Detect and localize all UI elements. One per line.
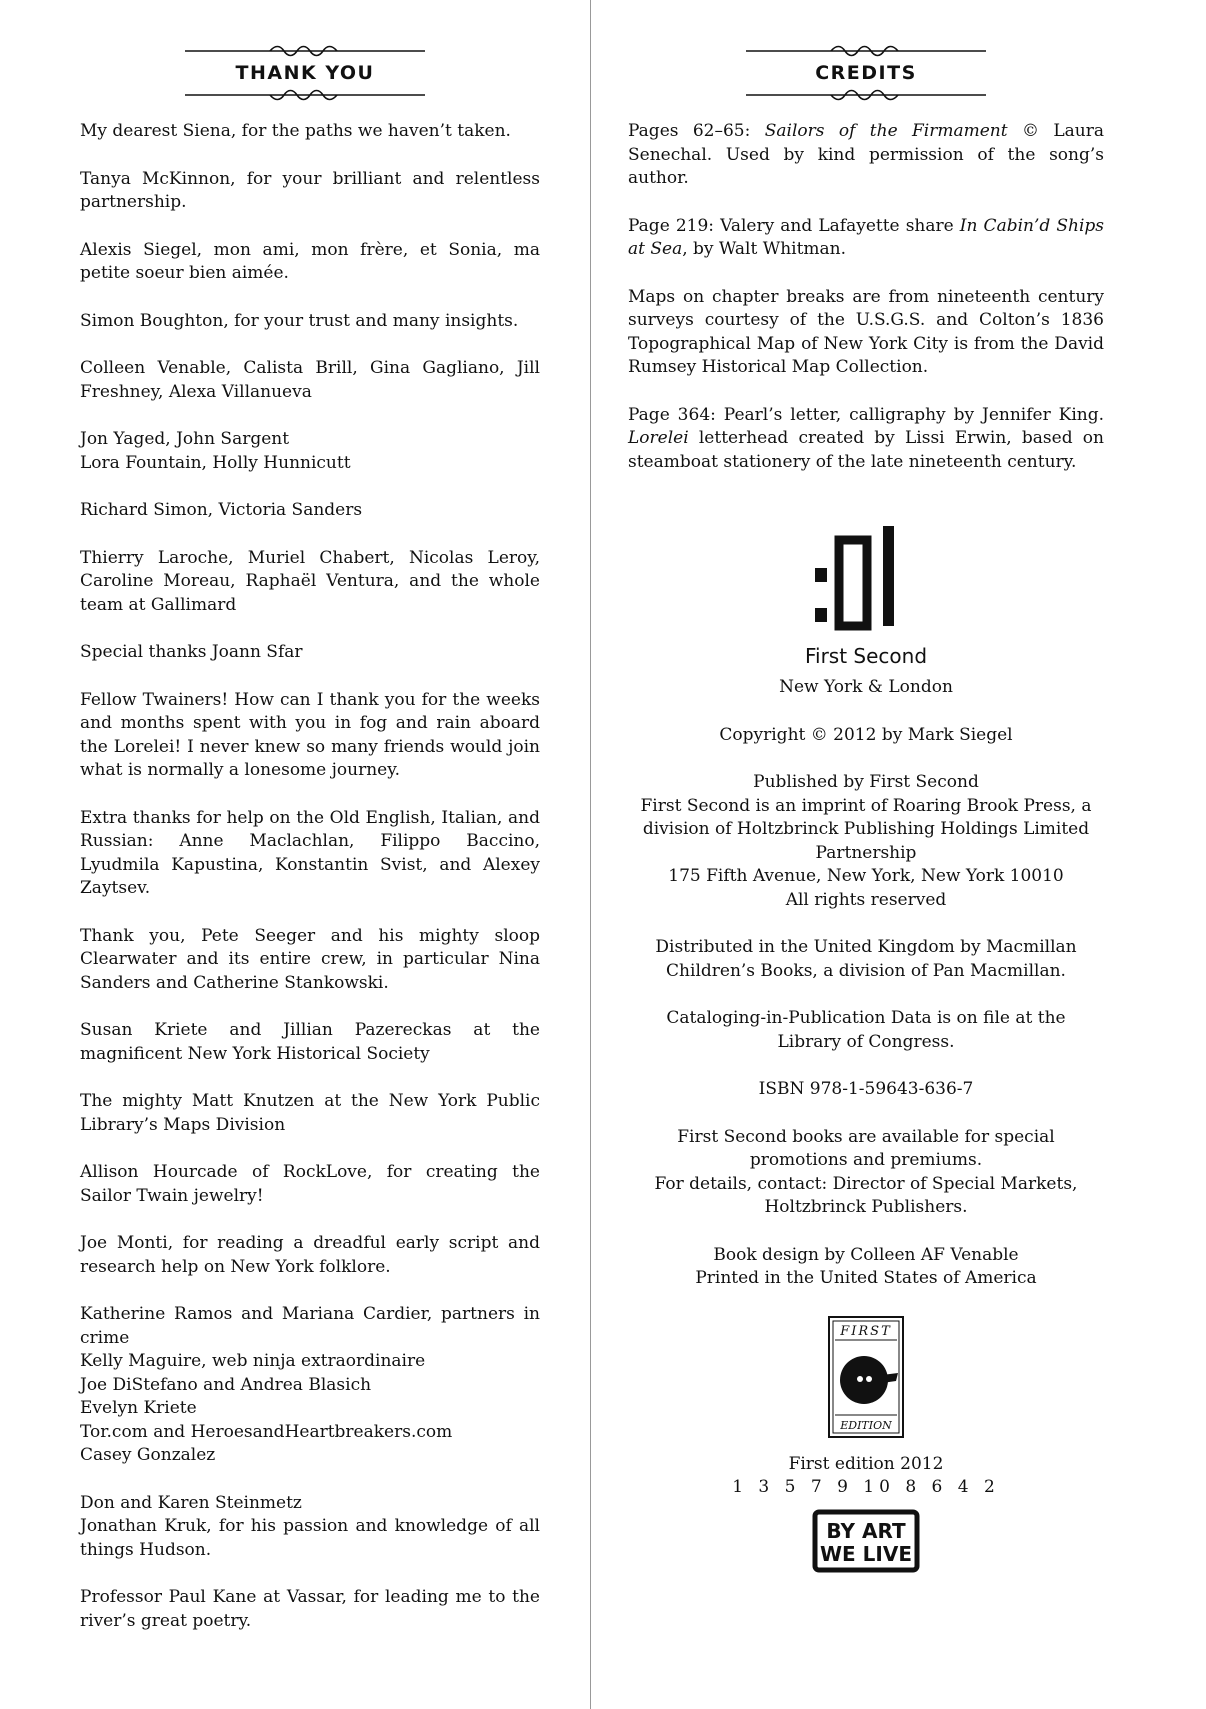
- thank-you-line: Katherine Ramos and Mariana Cardier, partners in crime: [80, 1304, 540, 1348]
- first-edition-badge: [827, 1315, 905, 1439]
- thank-you-paragraph: [80, 807, 540, 901]
- credit-text: Pages 62–65:: [628, 121, 765, 141]
- svg-text:WE LIVE: WE LIVE: [819, 1541, 913, 1566]
- thank-you-paragraph: [80, 1090, 540, 1137]
- thank-you-line: Colleen Venable, Calista Brill, Gina Gagliano, Jill Freshney, Alexa Villanueva: [80, 358, 540, 402]
- special-markets-info: [628, 1126, 1104, 1220]
- first-second-logo-mark: [811, 516, 921, 636]
- svg-text:BY ART: BY ART: [826, 1518, 906, 1543]
- thank-you-paragraph: [80, 1232, 540, 1279]
- first-second-logo: [628, 516, 1104, 668]
- thank-you-paragraph: [80, 310, 540, 334]
- credit-line: promotions and premiums.: [749, 1150, 983, 1170]
- thank-you-line: Evelyn Kriete: [80, 1398, 197, 1418]
- thank-you-line: Jon Yaged, John Sargent: [80, 429, 290, 449]
- publisher-location: New York & London: [779, 677, 953, 697]
- thank-you-column: [80, 44, 540, 1657]
- thank-you-line: Joe Monti, for reading a dreadful early script and research help on New York folklore.: [80, 1233, 540, 1277]
- thank-you-line: Tor.com and HeroesandHeartbreakers.com: [80, 1421, 453, 1442]
- thank-you-line: Kelly Maguire, web ninja extraordinaire: [80, 1351, 426, 1371]
- thank-you-line: Susan Kriete and Jillian Pazereckas at the magnificent New York Historical Society: [80, 1020, 540, 1064]
- credit-paragraph: Maps on chapter breaks are from nineteenth century surveys courtesy of the U.S.G.S. and Colton’s 1836 Topographical Map of New York City is from the David Rumsey Historical Map Collection.: [628, 286, 1104, 377]
- credit-line: Book design by Colleen AF Venable: [713, 1244, 1019, 1265]
- credit-text: Page 364: Pearl’s letter, calligraphy by Jennifer King.: [628, 404, 1104, 425]
- thank-you-paragraph: [80, 547, 540, 618]
- credit-paragraph: [628, 215, 1104, 262]
- thank-you-paragraph: [80, 1303, 540, 1468]
- thank-you-line: Fellow Twainers! How can I thank you for the weeks and months spent with you in fog and rain aboard the Lorelei! I never knew so many friends would join what is normally a lonesome journey.: [80, 689, 540, 780]
- flourish-top-icon: [746, 44, 986, 58]
- by-art-we-live-stamp: [811, 1508, 921, 1574]
- thank-you-line: Richard Simon, Victoria Sanders: [80, 500, 363, 520]
- publisher-brand: First Second: [804, 644, 928, 668]
- thank-you-line: Professor Paul Kane at Vassar, for leading me to the river’s great poetry.: [80, 1587, 540, 1631]
- thank-you-line: My dearest Siena, for the paths we haven’t taken.: [80, 121, 511, 141]
- copyright-notice: Copyright © 2012 by Mark Siegel: [719, 724, 1013, 745]
- credit-paragraph: [628, 120, 1104, 191]
- thank-you-line: Tanya McKinnon, for your brilliant and relentless partnership.: [80, 168, 540, 212]
- credit-line: Holtzbrinck Publishers.: [764, 1197, 968, 1217]
- thank-you-line: Lora Fountain, Holly Hunnicutt: [80, 452, 351, 473]
- cataloging-info: [628, 1007, 1104, 1054]
- publisher-info: [628, 771, 1104, 912]
- design-credit: [628, 1244, 1104, 1291]
- thank-you-line: Don and Karen Steinmetz: [80, 1492, 302, 1513]
- thank-you-paragraph: [80, 1586, 540, 1633]
- thank-you-paragraph: [80, 168, 540, 215]
- credit-title: In Cabin’d Ships at Sea: [628, 215, 1104, 259]
- thank-you-line: Jonathan Kruk, for his passion and knowledge of all things Hudson.: [80, 1516, 540, 1560]
- thank-you-line: Joe DiStefano and Andrea Blasich: [80, 1374, 372, 1395]
- credit-line: Printed in the United States of America: [695, 1268, 1037, 1288]
- thank-you-list: [80, 120, 540, 1633]
- credits-column: [628, 44, 1104, 1574]
- thank-you-line: Special thanks Joann Sfar: [80, 642, 303, 662]
- flourish-bottom-icon: [185, 88, 425, 102]
- thank-you-paragraph: [80, 641, 540, 665]
- credit-line: All rights reserved: [785, 889, 947, 910]
- thank-you-line: Thank you, Pete Seeger and his mighty sloop Clearwater and its entire crew, in particular Nina Sanders and Catherine Stankowski.: [80, 925, 540, 993]
- credit-line: Distributed in the United Kingdom by Macmillan: [655, 937, 1077, 957]
- credit-line: Partnership: [815, 842, 917, 863]
- credit-line: Library of Congress.: [777, 1031, 955, 1052]
- distribution-info: [628, 936, 1104, 983]
- credits-header: [628, 44, 1104, 102]
- column-divider: [590, 0, 591, 1709]
- flourish-top-icon: [185, 44, 425, 58]
- thank-you-header: [70, 44, 540, 102]
- thank-you-line: Alexis Siegel, mon ami, mon frère, et Sonia, ma petite soeur bien aimée.: [80, 239, 540, 283]
- credit-text: © Laura Senechal. Used by kind permission of the song’s author.: [628, 121, 1104, 188]
- thank-you-paragraph: [80, 239, 540, 286]
- credit-text: letterhead created by Lissi Erwin, based on steamboat stationery of the late nineteenth century.: [628, 428, 1104, 472]
- thank-you-paragraph: [80, 925, 540, 996]
- thank-you-heading: THANK YOU: [235, 62, 375, 84]
- thank-you-paragraph: [80, 499, 540, 523]
- credit-line: For details, contact: Director of Special Markets,: [654, 1173, 1078, 1194]
- thank-you-paragraph: [80, 120, 540, 144]
- thank-you-paragraph: [80, 1492, 540, 1563]
- credit-line: Cataloging-in-Publication Data is on file at the: [666, 1008, 1066, 1028]
- thank-you-paragraph: [80, 1019, 540, 1066]
- svg-text:EDITION: EDITION: [840, 1418, 892, 1432]
- credit-line: Children’s Books, a division of Pan Macmillan.: [666, 960, 1066, 981]
- thank-you-line: Simon Boughton, for your trust and many insights.: [80, 310, 519, 331]
- printing-line: 1 3 5 7 9 10 8 6 4 2: [732, 1477, 1000, 1497]
- thank-you-paragraph: [80, 1161, 540, 1208]
- credit-text: , by Walt Whitman.: [682, 239, 847, 259]
- first-edition-year: First edition 2012: [788, 1453, 944, 1474]
- svg-text:FIRST: FIRST: [840, 1323, 892, 1339]
- thank-you-line: Casey Gonzalez: [80, 1445, 216, 1465]
- credit-line: Published by First Second: [753, 772, 979, 792]
- svg-text::01: :01: [811, 516, 813, 517]
- thank-you-paragraph: [80, 689, 540, 783]
- thank-you-line: Allison Hourcade of RockLove, for creating the Sailor Twain jewelry!: [80, 1162, 540, 1206]
- credit-line: First Second is an imprint of Roaring Brook Press, a: [640, 795, 1092, 816]
- thank-you-line: Extra thanks for help on the Old English, Italian, and Russian: Anne Maclachlan, Filippo Baccino, Lyudmila Kapustina, Konstantin Svist, and Alexey Zaytsev.: [80, 807, 540, 898]
- credit-line: First Second books are available for special: [677, 1126, 1055, 1147]
- credit-title: Lorelei: [628, 428, 689, 448]
- credit-line: 175 Fifth Avenue, New York, New York 10010: [668, 866, 1064, 886]
- credit-title: Sailors of the Firmament: [764, 121, 1008, 141]
- thank-you-paragraph: [80, 428, 540, 475]
- credits-heading: CREDITS: [815, 62, 917, 84]
- credit-paragraph: [628, 404, 1104, 475]
- credit-text: Page 219: Valery and Lafayette share: [628, 215, 960, 236]
- thank-you-paragraph: [80, 357, 540, 404]
- flourish-bottom-icon: [746, 88, 986, 102]
- thank-you-line: The mighty Matt Knutzen at the New York Public Library’s Maps Division: [80, 1091, 540, 1135]
- credit-line: division of Holtzbrinck Publishing Holdings Limited: [642, 819, 1090, 839]
- isbn: ISBN 978-1-59643-636-7: [758, 1079, 974, 1099]
- thank-you-line: Thierry Laroche, Muriel Chabert, Nicolas Leroy, Caroline Moreau, Raphaël Ventura, and the whole team at Gallimard: [80, 547, 540, 615]
